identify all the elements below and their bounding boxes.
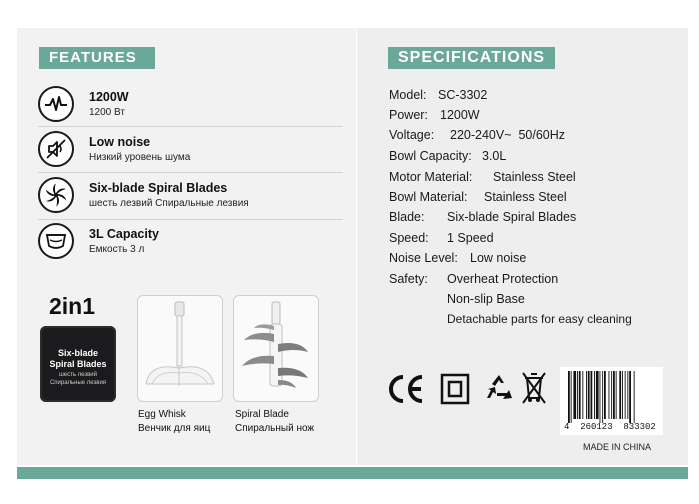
badge-line: Спиральные лезвия xyxy=(49,380,107,386)
barcode-bar xyxy=(594,371,595,419)
spec-value: 3.0L xyxy=(482,149,507,163)
feature-title: Low noise xyxy=(89,135,151,149)
divider xyxy=(38,219,343,220)
spec-value: Overheat Protection xyxy=(447,272,559,286)
ce-mark-icon xyxy=(388,372,426,411)
barcode-bar xyxy=(588,371,590,419)
spec-label: Motor Material: xyxy=(389,170,473,184)
feature-subtitle: Низкий уровень шума xyxy=(89,152,191,163)
spiral-blades-badge xyxy=(40,326,116,402)
barcode-bar xyxy=(586,371,587,419)
feature-title: 3L Capacity xyxy=(89,227,159,241)
barcode-bar xyxy=(600,371,601,423)
badge-line: шесть лезвий xyxy=(58,372,98,378)
spec-label: Bowl Capacity: xyxy=(389,149,472,163)
barcode-bar xyxy=(602,371,603,423)
egg-whisk-label: Egg Whisk xyxy=(138,409,186,420)
egg-whisk-label-ru: Венчик для яиц xyxy=(138,423,211,434)
spec-value: Six-blade Spiral Blades xyxy=(447,210,577,224)
two-in-one-label: 2in1 xyxy=(49,293,96,319)
spec-label: Power: xyxy=(389,108,428,122)
spec-value: Detachable parts for easy cleaning xyxy=(447,312,632,326)
spec-value: Stainless Steel xyxy=(484,190,567,204)
barcode-bar xyxy=(619,371,621,419)
spec-label: Safety: xyxy=(389,272,428,286)
egg-whisk-image xyxy=(137,295,223,402)
spec-label: Voltage: xyxy=(389,128,435,142)
barcode-bar xyxy=(616,371,617,419)
specifications-header: SPECIFICATIONS xyxy=(388,47,555,69)
spec-label: Bowl Material: xyxy=(389,190,468,204)
barcode-bar xyxy=(582,371,583,419)
made-in-label: MADE IN CHINA xyxy=(583,442,652,452)
barcode-bar xyxy=(591,371,593,419)
spec-value: Low noise xyxy=(470,251,527,265)
spec-value: Non-slip Base xyxy=(447,292,525,306)
barcode-bar xyxy=(596,371,599,419)
spiral-blade-image xyxy=(233,295,319,402)
barcode-number: 4 260123 833302 xyxy=(564,422,656,432)
low-noise-icon xyxy=(38,131,74,167)
spec-value: Stainless Steel xyxy=(493,170,576,184)
recycle-icon xyxy=(483,372,515,409)
spec-value: 1 Speed xyxy=(447,231,494,245)
barcode-bar xyxy=(629,371,631,423)
double-insulation-icon xyxy=(440,372,470,411)
barcode-bar xyxy=(573,371,576,419)
barcode-bar xyxy=(622,371,623,419)
spiral-blade-label: Spiral Blade xyxy=(235,409,289,420)
bowl-icon xyxy=(38,223,74,259)
spec-label: Model: xyxy=(389,88,427,102)
badge-line: Six-blade xyxy=(57,348,98,358)
spiral-blade-label-ru: Спиральный нож xyxy=(235,423,315,434)
accent-bar xyxy=(17,467,688,479)
barcode-bar xyxy=(611,371,612,419)
spec-value: 220-240V~ 50/60Hz xyxy=(450,128,566,142)
barcode-bar xyxy=(613,371,615,419)
spiral-blade-icon xyxy=(38,177,74,213)
divider xyxy=(38,172,343,173)
barcode-bar xyxy=(577,371,578,419)
barcode-bar xyxy=(571,371,572,423)
feature-subtitle: 1200 Вт xyxy=(89,107,125,118)
feature-subtitle: шесть лезвий Спиральные лезвия xyxy=(89,198,249,209)
barcode-bar xyxy=(604,371,606,419)
spec-value: SC-3302 xyxy=(438,88,488,102)
barcode-bar xyxy=(634,371,635,423)
spec-value: 1200W xyxy=(440,108,480,122)
feature-subtitle: Емкость 3 л xyxy=(89,244,145,255)
power-icon xyxy=(38,86,74,122)
spec-label: Speed: xyxy=(389,231,429,245)
spec-label: Noise Level: xyxy=(389,251,458,265)
features-header: FEATURES xyxy=(39,47,155,69)
feature-title: 1200W xyxy=(89,90,129,104)
spec-label: Blade: xyxy=(389,210,425,224)
barcode-bar xyxy=(568,371,570,423)
feature-title: Six-blade Spiral Blades xyxy=(89,181,228,195)
barcode-bar xyxy=(625,371,626,419)
barcode-bar xyxy=(579,371,581,419)
divider xyxy=(38,126,343,127)
barcode-bar xyxy=(609,371,610,419)
badge-line: Spiral Blades xyxy=(49,359,107,369)
weee-bin-icon xyxy=(520,370,548,411)
barcode xyxy=(560,367,663,435)
barcode-bar xyxy=(627,371,628,419)
